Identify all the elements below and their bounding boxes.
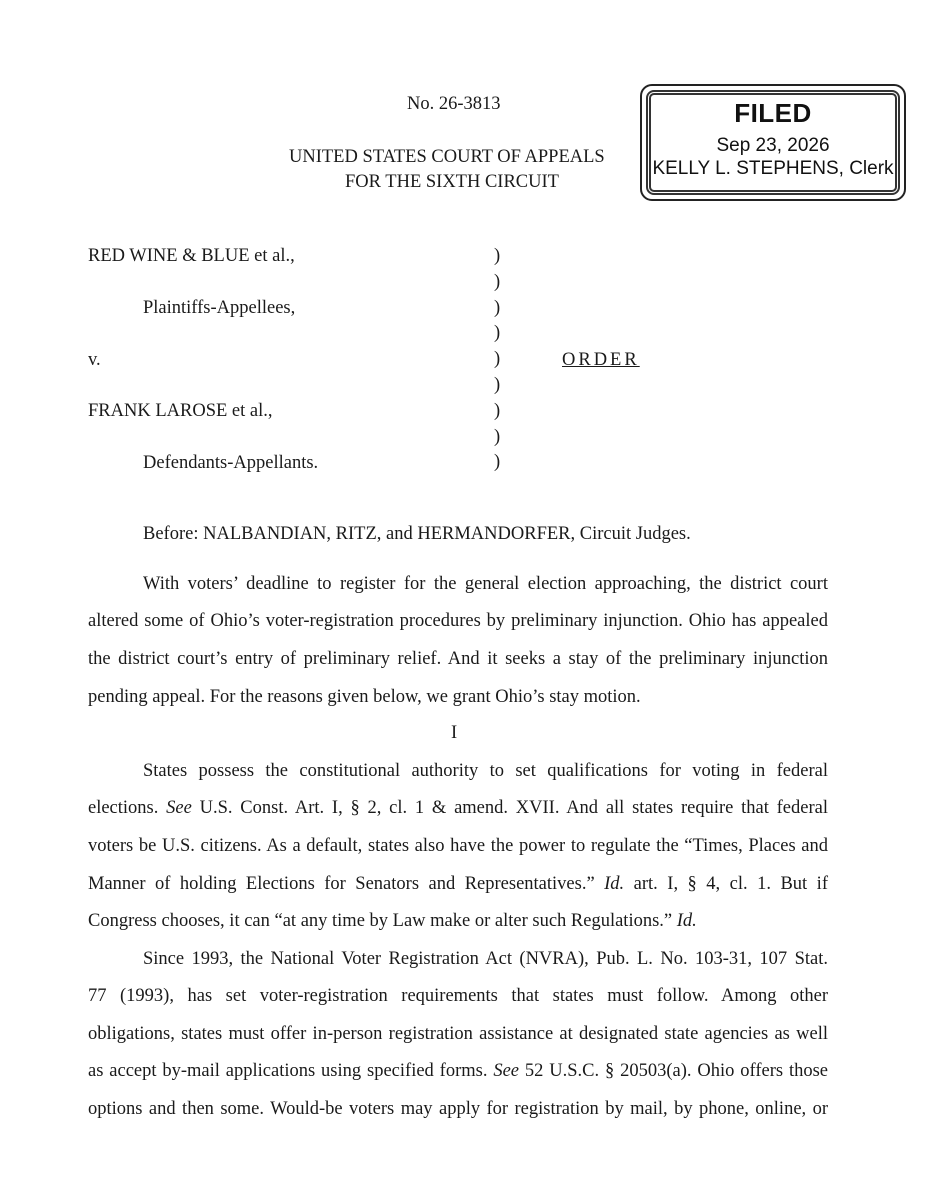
- caption-paren: ): [494, 297, 501, 318]
- plaintiffs-role: Plaintiffs-Appellees,: [143, 298, 296, 318]
- para2-line3: voters be U.S. citizens. As a default, states also have the power to regulate the “Times, Places and: [88, 836, 828, 856]
- para1-line3: the district court’s entry of preliminary relief. And it seeks a stay of the preliminary injunction: [88, 649, 828, 669]
- para2-line5: Congress chooses, it can “at any time by Law make or alter such Regulations.” Id.: [88, 911, 697, 931]
- signal-see: See: [493, 1061, 520, 1081]
- caption-parentheses: [494, 244, 506, 476]
- para2-line1: States possess the constitutional authority to set qualifications for voting in federal: [143, 761, 828, 781]
- order-title: ORDER: [562, 350, 640, 370]
- para3-line3: obligations, states must offer in-person registration assistance at designated state agencies as well: [88, 1024, 828, 1044]
- para3-line2: 77 (1993), has set voter-registration requirements that states must follow. Among other: [88, 986, 828, 1006]
- filed-stamp-date: Sep 23, 2026: [716, 135, 830, 156]
- defendants-role: Defendants-Appellants.: [143, 453, 319, 473]
- para1-line4: pending appeal. For the reasons given below, we grant Ohio’s stay motion.: [88, 687, 641, 707]
- para1-line2: altered some of Ohio’s voter-registration procedures by preliminary injunction. Ohio has appealed: [88, 611, 828, 631]
- caption-paren: ): [494, 400, 501, 421]
- plaintiffs-name: RED WINE & BLUE et al.,: [88, 246, 295, 266]
- caption-paren: ): [494, 452, 501, 473]
- court-name-line2: FOR THE SIXTH CIRCUIT: [345, 172, 559, 192]
- caption-paren: ): [494, 271, 501, 292]
- filed-stamp-clerk: KELLY L. STEPHENS, Clerk: [652, 158, 894, 179]
- caption-paren: ): [494, 426, 501, 447]
- caption-paren: ): [494, 349, 501, 370]
- versus: v.: [88, 350, 101, 370]
- signal-see: See: [166, 798, 192, 818]
- filed-stamp-title: FILED: [734, 98, 812, 128]
- caption-paren: ): [494, 374, 501, 395]
- signal-id: Id.: [676, 911, 697, 931]
- para3-line4: as accept by-mail applications using specified forms. See 52 U.S.C. § 20503(a). Ohio offers those: [88, 1061, 828, 1081]
- para3-line1: Since 1993, the National Voter Registration Act (NVRA), Pub. L. No. 103-31, 107 Stat.: [143, 949, 828, 969]
- signal-id: Id.: [604, 874, 625, 894]
- filed-stamp: [640, 84, 906, 201]
- defendants-name: FRANK LAROSE et al.,: [88, 401, 273, 421]
- caption-paren: ): [494, 246, 501, 266]
- panel-judges: Before: NALBANDIAN, RITZ, and HERMANDORFER, Circuit Judges.: [143, 524, 691, 544]
- para3-line5: options and then some. Would-be voters may apply for registration by mail, by phone, online, or: [88, 1099, 828, 1119]
- court-name-line1: UNITED STATES COURT OF APPEALS: [289, 147, 605, 167]
- section-heading: I: [451, 723, 458, 743]
- caption-paren: ): [494, 323, 501, 344]
- para1-line1: With voters’ deadline to register for the general election approaching, the district court: [143, 574, 828, 594]
- para2-line2: elections. See U.S. Const. Art. I, § 2, cl. 1 & amend. XVII. And all states require that federal: [88, 798, 828, 818]
- para2-line4: Manner of holding Elections for Senators and Representatives.” Id. art. I, § 4, cl. 1. But if: [88, 874, 828, 894]
- case-number: No. 26-3813: [407, 94, 501, 114]
